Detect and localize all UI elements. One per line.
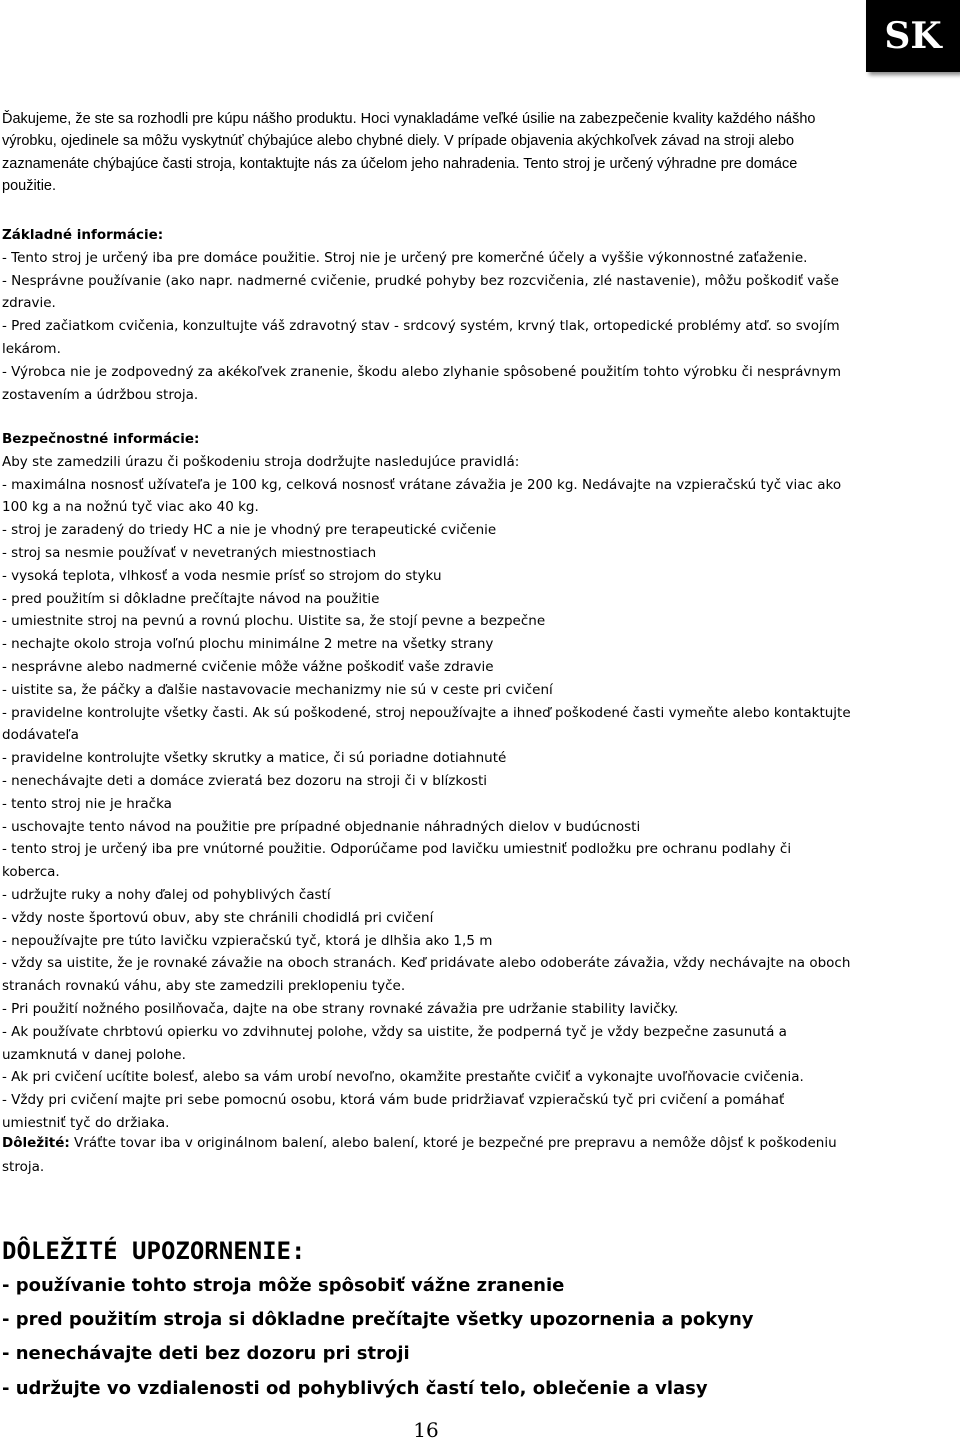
safety-info-heading: Bezpečnostné informácie:: [2, 431, 200, 447]
list-item: - udržujte ruky a nohy ďalej od pohyblivých častí: [2, 886, 331, 903]
list-item: - nenechávajte deti a domáce zvieratá bez dozoru na stroji či v blízkosti: [2, 772, 488, 789]
list-item: - nesprávne alebo nadmerné cvičenie môže vážne poškodiť vaše zdravie: [2, 658, 494, 675]
list-item: - tento stroj nie je hračka: [2, 795, 172, 812]
list-item: - uschovajte tento návod na použitie pre prípadné objednanie náhradných dielov v budúcnosti: [2, 818, 641, 835]
safety-lead: Aby ste zamedzili úrazu či poškodeniu stroja dodržujte nasledujúce pravidlá:: [2, 453, 520, 470]
list-item: - Pred začiatkom cvičenia, konzultujte váš zdravotný stav - srdcový systém, krvný tlak, ortopedické problémy atď. so svojím lekárom.: [2, 318, 840, 357]
list-item: - stroj je zaradený do triedy HC a nie je vhodný pre terapeutické cvičenie: [2, 522, 497, 539]
warning-item: - udržujte vo vzdialenosti od pohyblivých častí telo, oblečenie a vlasy: [2, 1377, 708, 1399]
warning-section: [2, 1234, 902, 1406]
list-item: - tento stroj je určený iba pre vnútorné použitie. Odporúčame pod lavičku umiestniť podložku pre ochranu podlahy či koberca.: [2, 841, 792, 881]
list-item: - pred použitím si dôkladne prečítajte návod na použitie: [2, 590, 380, 607]
basic-info-list: [2, 247, 852, 407]
list-item: - pravidelne kontrolujte všetky časti. Ak sú poškodené, stroj nepoužívajte a ihneď poškodené časti vymeňte alebo kontaktujte dodávateľa: [2, 704, 851, 744]
list-item: - Výrobca nie je zodpovedný za akékoľvek zranenie, škodu alebo zlyhanie spôsobené použitím tohto výrobku či nesprávnym zostavením a údržbou stroja.: [2, 363, 842, 403]
list-item: - uistite sa, že páčky a ďalšie nastavovacie mechanizmy nie sú v ceste pri cvičení: [2, 681, 553, 698]
list-item: - Pri použití nožného posilňovača, dajte na obe strany rovnaké závažia pre udržanie stability lavičky.: [2, 1000, 679, 1017]
warning-item: - nenechávajte deti bez dozoru pri stroji: [2, 1343, 410, 1365]
list-item: - nechajte okolo stroja voľnú plochu minimálne 2 metre na všetky strany: [2, 636, 494, 653]
list-item: - Nesprávne používanie (ako napr. nadmerné cvičenie, prudké pohyby bez rozcvičenia, zlé nastavenie), môžu poškodiť vaše zdravie.: [2, 272, 839, 312]
language-badge: SK: [866, 0, 960, 72]
important-label: Dôležité:: [2, 1135, 70, 1151]
list-item: - Tento stroj je určený iba pre domáce použitie. Stroj nie je určený pre komerčné účely a vyššie výkonnostné zaťaženie.: [2, 249, 808, 266]
intro-paragraph: Ďakujeme, že ste sa rozhodli pre kúpu nášho produktu. Hoci vynakladáme veľké úsilie na zabezpečenie kvality každého nášho výrobku, ojedinele sa môžu vyskytnúť chýbajúce alebo chybné diely. V prípade objavenia akýchkoľvek závad na stroji alebo zaznamenáte chýbajúce časti stroja, kontaktujte nás za účelom jeho nahradenia. Tento stroj je určený výhradne pre domáce použitie.: [2, 111, 816, 195]
important-note: [2, 1131, 852, 1179]
warning-item: - používanie tohto stroja môže spôsobiť vážne zranenie: [2, 1275, 565, 1296]
safety-info-list: [2, 451, 852, 1135]
list-item: - vysoká teplota, vlhkosť a voda nesmie prísť so strojom do styku: [2, 567, 442, 584]
warning-item: - pred použitím stroja si dôkladne prečítajte všetky upozornenia a pokyny: [2, 1309, 754, 1331]
important-text: Vráťte tovar iba v originálnom balení, alebo balení, ktoré je bezpečné pre prepravu a nemôže dôjsť k poškodeniu stroja.: [2, 1135, 837, 1175]
basic-info-heading: Základné informácie:: [2, 227, 164, 243]
safety-info-section: [2, 428, 852, 1135]
page-number: 16: [413, 1418, 439, 1442]
intro-section: [2, 108, 854, 198]
basic-info-section: [2, 224, 852, 406]
list-item: - Ak používate chrbtovú opierku vo zdvihnutej polohe, vždy sa uistite, že podperná tyč je vždy bezpečne zasunutá a uzamknutá v danej polohe.: [2, 1023, 787, 1063]
list-item: - vždy sa uistite, že je rovnaké závažie na oboch stranách. Keď pridávate alebo odoberáte závažia, vždy nechávajte na oboch stranách rovnakú váhu, aby ste zamedzili preklopeniu tyče.: [2, 955, 851, 995]
warning-list: [2, 1269, 902, 1406]
list-item: - Vždy pri cvičení majte pri sebe pomocnú osobu, ktorá vám bude pridržiavať vzpieračskú tyč pri cvičení a pomáhať umiestniť tyč do držiaka.: [2, 1092, 785, 1131]
list-item: - vždy noste športovú obuv, aby ste chránili chodidlá pri cvičení: [2, 909, 434, 926]
list-item: - umiestnite stroj na pevnú a rovnú plochu. Uistite sa, že stojí pevne a bezpečne: [2, 613, 546, 630]
list-item: - pravidelne kontrolujte všetky skrutky a matice, či sú poriadne dotiahnuté: [2, 750, 507, 767]
list-item: - nepoužívajte pre túto lavičku vzpieračskú tyč, ktorá je dlhšia ako 1,5 m: [2, 932, 493, 949]
warning-heading: DÔLEŽITÉ UPOZORNENIE:: [2, 1237, 306, 1265]
list-item: - Ak pri cvičení ucítite bolesť, alebo sa vám urobí nevoľno, okamžite prestaňte cvičiť a vykonajte uvoľňovacie cvičenia.: [2, 1069, 804, 1086]
list-item: - maximálna nosnosť užívateľa je 100 kg, celková nosnosť vrátane závažia je 200 kg. Nedávajte na vzpieračskú tyč viac ako 100 kg a na nožnú tyč viac ako 40 kg.: [2, 476, 842, 516]
list-item: - stroj sa nesmie používať v nevetraných miestnostiach: [2, 544, 377, 561]
